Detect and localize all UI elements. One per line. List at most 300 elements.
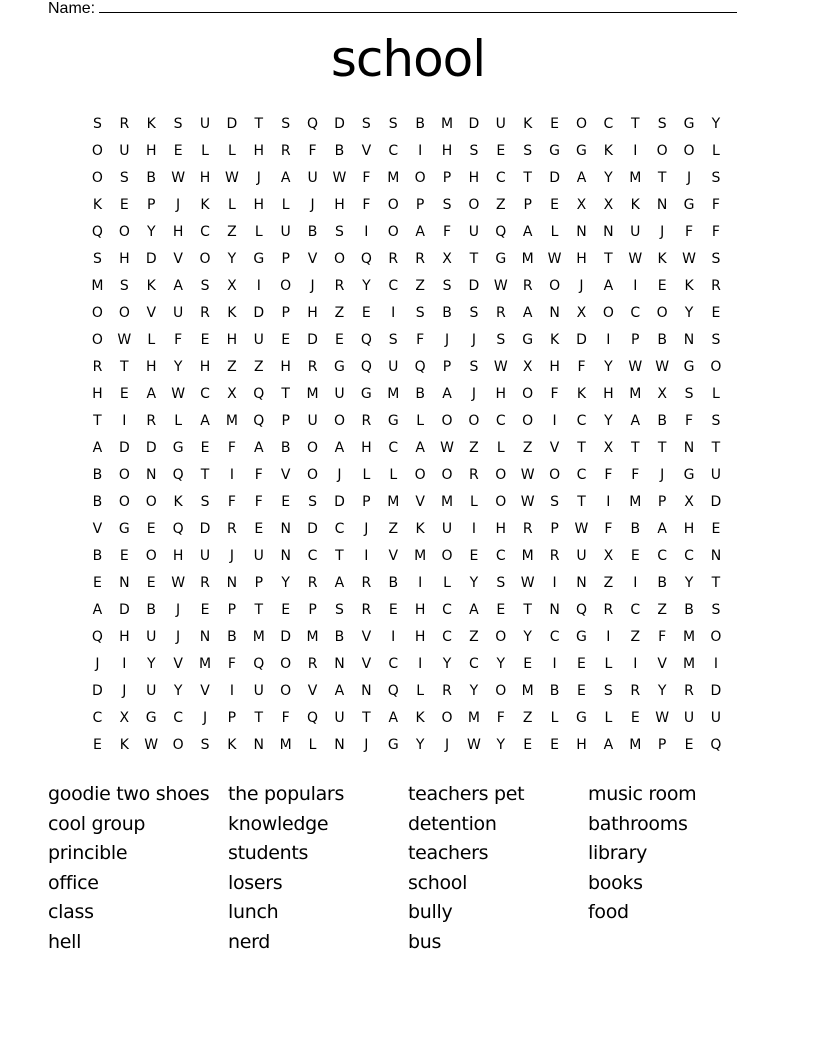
grid-cell[interactable]: L xyxy=(416,413,425,429)
grid-cell[interactable]: W xyxy=(171,575,186,591)
grid-cell[interactable]: I xyxy=(364,224,369,240)
grid-cell[interactable]: S xyxy=(657,116,667,132)
grid-cell[interactable]: O xyxy=(441,413,453,429)
grid-cell[interactable]: U xyxy=(146,683,157,699)
grid-cell[interactable]: P xyxy=(227,710,237,726)
grid-cell[interactable]: S xyxy=(711,413,721,429)
grid-cell[interactable]: S xyxy=(335,602,344,618)
grid-cell[interactable]: B xyxy=(334,143,345,159)
grid-cell[interactable]: W xyxy=(117,332,132,348)
grid-cell[interactable]: Q xyxy=(387,683,399,699)
grid-cell[interactable]: F xyxy=(550,386,559,402)
grid-cell[interactable]: V xyxy=(307,251,318,267)
grid-cell[interactable]: N xyxy=(253,737,265,753)
grid-cell[interactable]: S xyxy=(173,116,183,132)
grid-cell[interactable]: B xyxy=(657,332,667,348)
grid-cell[interactable]: S xyxy=(550,494,560,510)
grid-cell[interactable]: R xyxy=(307,575,318,591)
grid-cell[interactable]: O xyxy=(91,305,103,321)
grid-cell[interactable]: J xyxy=(176,629,181,645)
grid-cell[interactable]: H xyxy=(199,359,211,375)
grid-cell[interactable]: O xyxy=(441,548,453,564)
grid-cell[interactable]: W xyxy=(682,251,696,267)
grid-cell[interactable]: J xyxy=(364,737,369,753)
grid-cell[interactable]: Q xyxy=(172,467,184,483)
grid-cell[interactable]: H xyxy=(253,197,265,213)
grid-cell[interactable]: C xyxy=(576,413,587,429)
grid-cell[interactable]: O xyxy=(441,710,453,726)
grid-cell[interactable]: K xyxy=(227,737,237,753)
grid-cell[interactable]: F xyxy=(227,656,236,672)
grid-cell[interactable]: D xyxy=(145,251,157,267)
grid-cell[interactable]: K xyxy=(415,521,425,537)
grid-cell[interactable]: Y xyxy=(146,656,156,672)
grid-cell[interactable]: S xyxy=(119,278,129,294)
grid-cell[interactable]: D xyxy=(280,629,292,645)
grid-cell[interactable]: I xyxy=(391,629,396,645)
grid-cell[interactable]: V xyxy=(361,656,372,672)
grid-cell[interactable]: I xyxy=(256,278,261,294)
grid-cell[interactable]: I xyxy=(418,143,423,159)
grid-cell[interactable]: J xyxy=(337,467,342,483)
grid-cell[interactable]: B xyxy=(415,386,425,402)
grid-cell[interactable]: Z xyxy=(522,710,533,726)
grid-cell[interactable]: J xyxy=(444,332,450,348)
grid-cell[interactable]: K xyxy=(657,251,667,267)
grid-cell[interactable]: U xyxy=(388,359,399,375)
grid-cell[interactable]: T xyxy=(657,170,667,186)
grid-cell[interactable]: M xyxy=(198,656,212,672)
grid-cell[interactable]: X xyxy=(576,197,587,213)
grid-cell[interactable]: D xyxy=(576,332,587,348)
grid-cell[interactable]: V xyxy=(388,548,399,564)
grid-cell[interactable]: M xyxy=(440,116,454,132)
grid-cell[interactable]: U xyxy=(683,710,695,726)
grid-cell[interactable]: A xyxy=(603,278,614,294)
grid-cell[interactable]: E xyxy=(523,737,533,753)
grid-cell[interactable]: X xyxy=(684,494,694,510)
grid-cell[interactable]: T xyxy=(630,440,640,456)
grid-cell[interactable]: O xyxy=(118,224,130,240)
grid-cell[interactable]: X xyxy=(119,710,130,726)
grid-cell[interactable]: Q xyxy=(307,710,319,726)
grid-cell[interactable]: E xyxy=(254,521,264,537)
grid-cell[interactable]: E xyxy=(335,332,344,348)
grid-cell[interactable]: W xyxy=(466,737,481,753)
grid-cell[interactable]: K xyxy=(576,386,587,402)
grid-cell[interactable]: E xyxy=(630,710,640,726)
grid-cell[interactable]: Z xyxy=(603,575,614,591)
grid-cell[interactable]: K xyxy=(415,710,425,726)
grid-cell[interactable]: U xyxy=(199,548,211,564)
grid-cell[interactable]: M xyxy=(252,629,265,645)
grid-cell[interactable]: T xyxy=(630,116,640,132)
grid-cell[interactable]: H xyxy=(495,521,507,537)
grid-cell[interactable]: R xyxy=(549,548,560,564)
grid-cell[interactable]: B xyxy=(307,224,318,240)
grid-cell[interactable]: S xyxy=(711,602,721,618)
grid-cell[interactable]: K xyxy=(119,737,129,753)
grid-cell[interactable]: J xyxy=(364,521,369,537)
grid-cell[interactable]: Q xyxy=(253,413,265,429)
grid-cell[interactable]: E xyxy=(469,548,479,564)
grid-cell[interactable]: F xyxy=(308,143,317,159)
grid-cell[interactable]: L xyxy=(550,710,559,726)
grid-cell[interactable]: N xyxy=(576,224,587,240)
grid-cell[interactable]: Z xyxy=(630,629,641,645)
grid-cell[interactable]: L xyxy=(281,197,290,213)
grid-cell[interactable]: D xyxy=(710,683,722,699)
grid-cell[interactable]: U xyxy=(576,548,587,564)
grid-cell[interactable]: G xyxy=(172,440,184,456)
grid-cell[interactable]: X xyxy=(227,278,237,294)
grid-cell[interactable]: O xyxy=(495,467,507,483)
grid-cell[interactable]: E xyxy=(711,521,721,537)
grid-cell[interactable]: Z xyxy=(496,197,506,213)
grid-cell[interactable]: X xyxy=(227,386,237,402)
grid-cell[interactable]: Q xyxy=(575,602,587,618)
grid-cell[interactable]: K xyxy=(227,305,237,321)
grid-cell[interactable]: N xyxy=(119,575,130,591)
grid-cell[interactable]: U xyxy=(307,413,318,429)
grid-cell[interactable]: R xyxy=(495,305,506,321)
grid-cell[interactable]: C xyxy=(388,656,399,672)
grid-cell[interactable]: V xyxy=(361,629,372,645)
grid-cell[interactable]: L xyxy=(174,413,183,429)
grid-cell[interactable]: I xyxy=(364,548,369,564)
grid-cell[interactable]: O xyxy=(91,143,103,159)
grid-cell[interactable]: Z xyxy=(657,602,667,618)
grid-cell[interactable]: R xyxy=(200,305,210,321)
grid-cell[interactable]: C xyxy=(630,305,641,321)
grid-cell[interactable]: R xyxy=(603,602,614,618)
grid-cell[interactable]: N xyxy=(334,656,345,672)
grid-cell[interactable]: F xyxy=(362,197,371,213)
grid-cell[interactable]: C xyxy=(307,548,318,564)
grid-cell[interactable]: L xyxy=(201,143,209,159)
grid-cell[interactable]: E xyxy=(119,548,129,564)
grid-cell[interactable]: J xyxy=(202,710,208,726)
grid-cell[interactable]: S xyxy=(93,251,102,267)
grid-cell[interactable]: C xyxy=(657,548,668,564)
grid-cell[interactable]: E xyxy=(496,143,506,159)
grid-cell[interactable]: E xyxy=(361,305,371,321)
grid-cell[interactable]: A xyxy=(415,224,425,240)
grid-cell[interactable]: U xyxy=(253,683,264,699)
grid-cell[interactable]: T xyxy=(577,494,586,510)
grid-cell[interactable]: R xyxy=(92,359,103,375)
grid-cell[interactable]: Q xyxy=(360,251,372,267)
grid-cell[interactable]: O xyxy=(414,467,426,483)
grid-cell[interactable]: U xyxy=(253,548,264,564)
grid-cell[interactable]: T xyxy=(254,710,264,726)
grid-cell[interactable]: S xyxy=(335,224,344,240)
grid-cell[interactable]: R xyxy=(227,521,237,537)
grid-cell[interactable]: P xyxy=(523,197,532,213)
grid-cell[interactable]: X xyxy=(442,251,452,267)
grid-cell[interactable]: Z xyxy=(469,629,479,645)
grid-cell[interactable]: T xyxy=(469,251,479,267)
grid-cell[interactable]: W xyxy=(493,359,508,375)
grid-cell[interactable]: I xyxy=(122,413,127,429)
grid-cell[interactable]: F xyxy=(685,413,694,429)
grid-cell[interactable]: C xyxy=(388,143,399,159)
grid-cell[interactable]: O xyxy=(145,494,157,510)
grid-cell[interactable]: I xyxy=(418,656,423,672)
grid-cell[interactable]: D xyxy=(334,116,345,132)
grid-cell[interactable]: N xyxy=(656,197,668,213)
grid-cell[interactable]: J xyxy=(660,224,665,240)
grid-cell[interactable]: U xyxy=(146,629,157,645)
grid-cell[interactable]: K xyxy=(146,278,156,294)
grid-cell[interactable]: C xyxy=(442,629,452,645)
grid-cell[interactable]: G xyxy=(387,413,399,429)
grid-cell[interactable]: M xyxy=(306,386,319,402)
grid-cell[interactable]: N xyxy=(683,440,695,456)
grid-cell[interactable]: E xyxy=(496,602,506,618)
grid-cell[interactable]: U xyxy=(119,143,130,159)
grid-cell[interactable]: E xyxy=(630,548,640,564)
grid-cell[interactable]: I xyxy=(552,656,557,672)
grid-cell[interactable]: U xyxy=(630,224,641,240)
grid-cell[interactable]: O xyxy=(441,467,453,483)
grid-cell[interactable]: T xyxy=(93,413,102,429)
grid-cell[interactable]: F xyxy=(254,467,263,483)
grid-cell[interactable]: Y xyxy=(415,737,425,753)
grid-cell[interactable]: P xyxy=(362,494,371,510)
grid-cell[interactable]: J xyxy=(310,278,315,294)
grid-cell[interactable]: L xyxy=(147,332,156,348)
grid-cell[interactable]: W xyxy=(440,440,454,456)
grid-cell[interactable]: H xyxy=(468,170,480,186)
grid-cell[interactable]: Q xyxy=(360,359,372,375)
grid-cell[interactable]: N xyxy=(280,548,291,564)
grid-cell[interactable]: S xyxy=(388,116,398,132)
grid-cell[interactable]: W xyxy=(332,170,347,186)
grid-cell[interactable]: L xyxy=(604,710,613,726)
grid-cell[interactable]: M xyxy=(521,683,534,699)
grid-cell[interactable]: T xyxy=(281,386,290,402)
grid-cell[interactable]: W xyxy=(628,251,643,267)
name-blank-line[interactable] xyxy=(99,0,737,13)
grid-cell[interactable]: A xyxy=(92,602,103,618)
grid-cell[interactable]: S xyxy=(281,116,291,132)
grid-cell[interactable]: O xyxy=(118,494,130,510)
grid-cell[interactable]: Q xyxy=(414,359,426,375)
grid-cell[interactable]: M xyxy=(91,278,104,294)
grid-cell[interactable]: S xyxy=(442,197,452,213)
grid-cell[interactable]: M xyxy=(629,170,642,186)
grid-cell[interactable]: K xyxy=(603,143,613,159)
grid-cell[interactable]: B xyxy=(334,629,345,645)
grid-cell[interactable]: E xyxy=(388,602,398,618)
grid-cell[interactable]: F xyxy=(711,197,720,213)
grid-cell[interactable]: M xyxy=(387,494,400,510)
grid-cell[interactable]: D xyxy=(468,116,480,132)
grid-cell[interactable]: W xyxy=(171,170,186,186)
grid-cell[interactable]: F xyxy=(631,467,640,483)
grid-cell[interactable]: R xyxy=(684,683,694,699)
grid-cell[interactable]: B xyxy=(415,116,425,132)
grid-cell[interactable]: S xyxy=(361,116,371,132)
grid-cell[interactable]: Y xyxy=(281,575,290,591)
grid-cell[interactable]: F xyxy=(254,494,263,510)
grid-cell[interactable]: I xyxy=(418,575,423,591)
grid-cell[interactable]: A xyxy=(334,440,345,456)
grid-cell[interactable]: S xyxy=(119,170,129,186)
grid-cell[interactable]: H xyxy=(253,143,265,159)
grid-cell[interactable]: O xyxy=(333,413,345,429)
grid-cell[interactable]: R xyxy=(361,413,372,429)
grid-cell[interactable]: O xyxy=(656,305,668,321)
grid-cell[interactable]: M xyxy=(521,251,534,267)
grid-cell[interactable]: Y xyxy=(684,575,694,591)
grid-cell[interactable]: V xyxy=(549,440,560,456)
grid-cell[interactable]: R xyxy=(146,413,157,429)
grid-cell[interactable]: B xyxy=(280,440,291,456)
grid-cell[interactable]: X xyxy=(603,197,614,213)
grid-cell[interactable]: C xyxy=(442,602,452,618)
grid-cell[interactable]: F xyxy=(577,359,586,375)
grid-cell[interactable]: K xyxy=(173,494,183,510)
grid-cell[interactable]: M xyxy=(629,737,642,753)
grid-cell[interactable]: I xyxy=(391,305,396,321)
grid-cell[interactable]: E xyxy=(146,521,156,537)
grid-cell[interactable]: I xyxy=(606,629,611,645)
grid-cell[interactable]: A xyxy=(442,386,452,402)
grid-cell[interactable]: P xyxy=(227,602,237,618)
grid-cell[interactable]: O xyxy=(683,143,695,159)
grid-cell[interactable]: E xyxy=(711,305,721,321)
grid-cell[interactable]: Y xyxy=(227,251,237,267)
grid-cell[interactable]: J xyxy=(310,197,315,213)
grid-cell[interactable]: S xyxy=(603,683,613,699)
grid-cell[interactable]: I xyxy=(633,278,638,294)
grid-cell[interactable]: H xyxy=(172,548,184,564)
grid-cell[interactable]: Y xyxy=(173,359,183,375)
grid-cell[interactable]: H xyxy=(307,305,318,321)
grid-cell[interactable]: T xyxy=(523,602,532,618)
grid-cell[interactable]: P xyxy=(147,197,156,213)
grid-cell[interactable]: L xyxy=(443,575,451,591)
grid-cell[interactable]: Y xyxy=(711,116,721,132)
grid-cell[interactable]: M xyxy=(440,494,454,510)
grid-cell[interactable]: S xyxy=(496,575,506,591)
grid-cell[interactable]: G xyxy=(118,521,130,537)
grid-cell[interactable]: R xyxy=(522,278,533,294)
grid-cell[interactable]: S xyxy=(469,305,479,321)
grid-cell[interactable]: D xyxy=(253,305,265,321)
grid-cell[interactable]: E xyxy=(93,575,102,591)
grid-cell[interactable]: G xyxy=(549,143,561,159)
grid-cell[interactable]: V xyxy=(173,251,183,267)
grid-cell[interactable]: F xyxy=(174,332,183,348)
grid-cell[interactable]: E xyxy=(523,656,533,672)
grid-cell[interactable]: M xyxy=(629,386,642,402)
grid-cell[interactable]: I xyxy=(552,413,557,429)
grid-cell[interactable]: N xyxy=(683,332,695,348)
grid-cell[interactable]: Z xyxy=(415,278,425,294)
grid-cell[interactable]: Q xyxy=(253,656,265,672)
grid-cell[interactable]: H xyxy=(119,251,130,267)
grid-cell[interactable]: B xyxy=(92,494,103,510)
grid-cell[interactable]: Q xyxy=(91,629,103,645)
grid-cell[interactable]: A xyxy=(92,440,103,456)
grid-cell[interactable]: G xyxy=(683,467,695,483)
grid-cell[interactable]: E xyxy=(200,602,210,618)
grid-cell[interactable]: P xyxy=(281,305,290,321)
grid-cell[interactable]: A xyxy=(388,710,399,726)
grid-cell[interactable]: H xyxy=(495,386,507,402)
grid-cell[interactable]: A xyxy=(334,575,345,591)
grid-cell[interactable]: H xyxy=(549,359,560,375)
grid-cell[interactable]: O xyxy=(468,413,480,429)
grid-cell[interactable]: C xyxy=(495,548,506,564)
grid-cell[interactable]: P xyxy=(657,737,667,753)
grid-cell[interactable]: B xyxy=(92,548,103,564)
grid-cell[interactable]: H xyxy=(414,602,426,618)
grid-cell[interactable]: O xyxy=(91,332,103,348)
grid-cell[interactable]: N xyxy=(145,467,157,483)
grid-cell[interactable]: F xyxy=(658,629,667,645)
grid-cell[interactable]: I xyxy=(229,683,234,699)
grid-cell[interactable]: U xyxy=(172,305,184,321)
grid-cell[interactable]: B xyxy=(549,683,560,699)
grid-cell[interactable]: Z xyxy=(227,359,237,375)
grid-cell[interactable]: A xyxy=(334,683,345,699)
grid-cell[interactable]: H xyxy=(361,440,372,456)
grid-cell[interactable]: F xyxy=(604,521,613,537)
grid-cell[interactable]: T xyxy=(523,170,532,186)
grid-cell[interactable]: S xyxy=(93,116,102,132)
grid-cell[interactable]: F xyxy=(281,710,290,726)
grid-cell[interactable]: T xyxy=(120,359,129,375)
grid-cell[interactable]: M xyxy=(521,548,534,564)
grid-cell[interactable]: I xyxy=(471,521,476,537)
grid-cell[interactable]: C xyxy=(200,224,210,240)
grid-cell[interactable]: Y xyxy=(657,683,667,699)
grid-cell[interactable]: Y xyxy=(362,278,371,294)
grid-cell[interactable]: Y xyxy=(173,683,183,699)
grid-cell[interactable]: O xyxy=(280,656,292,672)
grid-cell[interactable]: G xyxy=(360,386,372,402)
grid-cell[interactable]: D xyxy=(307,332,318,348)
grid-cell[interactable]: S xyxy=(388,332,398,348)
grid-cell[interactable]: M xyxy=(306,629,319,645)
grid-cell[interactable]: H xyxy=(441,143,453,159)
grid-cell[interactable]: W xyxy=(224,170,239,186)
grid-cell[interactable]: E xyxy=(550,737,560,753)
grid-cell[interactable]: F xyxy=(711,224,720,240)
grid-cell[interactable]: G xyxy=(576,629,587,645)
grid-cell[interactable]: S xyxy=(496,332,506,348)
grid-cell[interactable]: Y xyxy=(523,629,532,645)
grid-cell[interactable]: P xyxy=(254,575,264,591)
grid-cell[interactable]: R xyxy=(630,683,641,699)
grid-cell[interactable]: B xyxy=(657,413,667,429)
grid-cell[interactable]: O xyxy=(307,467,319,483)
grid-cell[interactable]: K xyxy=(684,278,694,294)
grid-cell[interactable]: I xyxy=(633,656,638,672)
grid-cell[interactable]: W xyxy=(547,251,562,267)
grid-cell[interactable]: Y xyxy=(469,575,479,591)
grid-cell[interactable]: G xyxy=(576,710,587,726)
grid-cell[interactable]: T xyxy=(657,440,667,456)
grid-cell[interactable]: A xyxy=(200,413,210,429)
grid-cell[interactable]: T xyxy=(711,440,721,456)
grid-cell[interactable]: H xyxy=(683,521,695,537)
grid-cell[interactable]: O xyxy=(549,278,561,294)
